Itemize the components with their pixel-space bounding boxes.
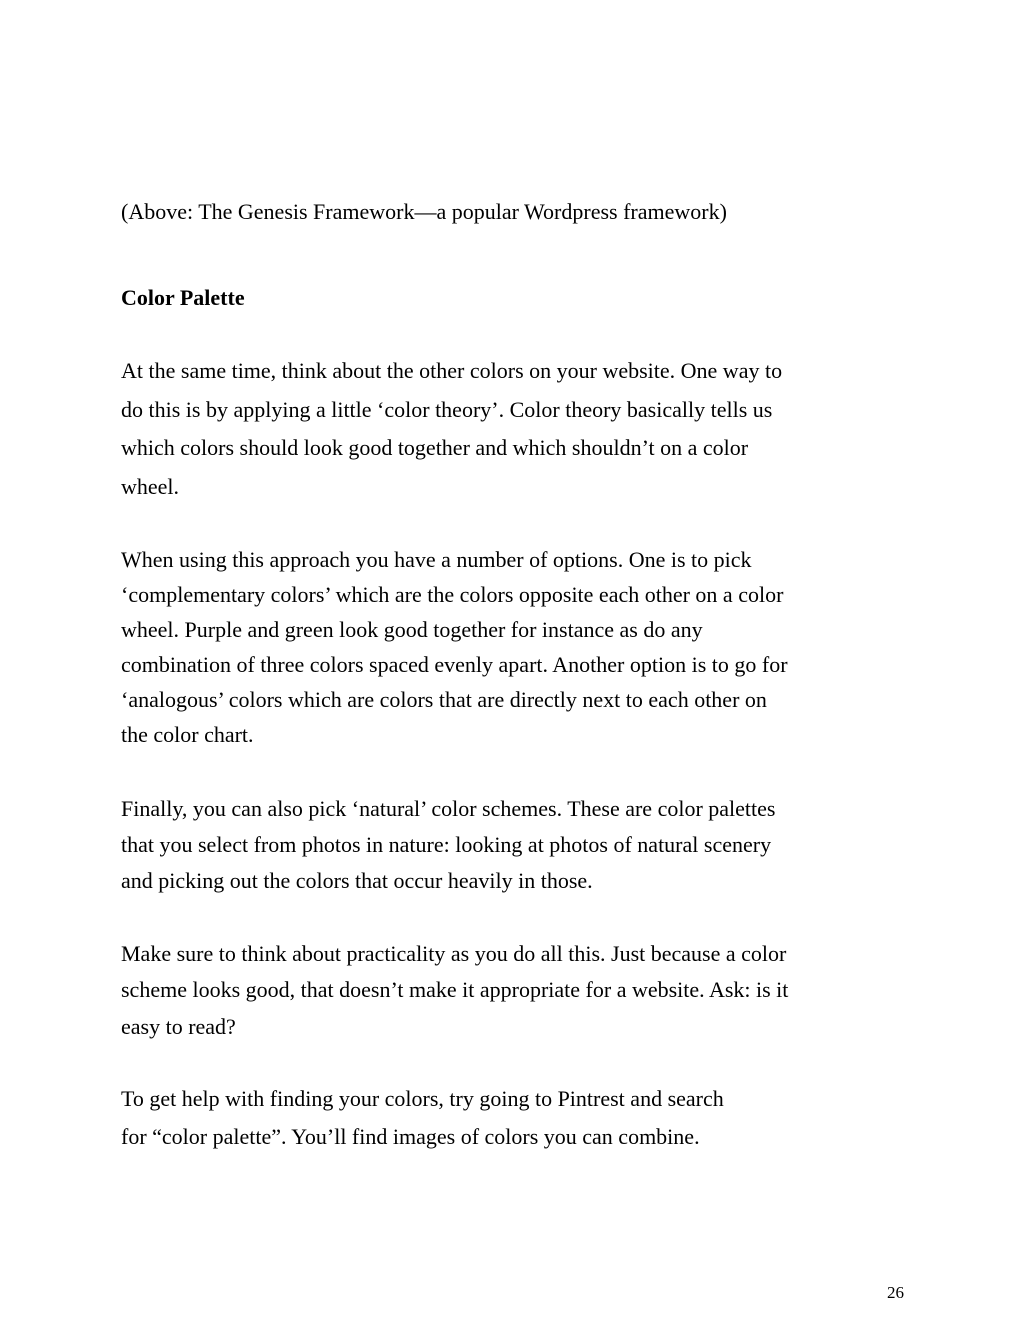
paragraph-line: Make sure to think about practicality as you do all this. Just because a color bbox=[121, 941, 787, 966]
paragraph-line: scheme looks good, that doesn’t make it appropriate for a website. Ask: is it bbox=[121, 977, 789, 1002]
paragraph-line: When using this approach you have a number of options. One is to pick bbox=[121, 547, 752, 572]
section-heading: Color Palette bbox=[121, 285, 245, 310]
paragraph-line: Finally, you can also pick ‘natural’ color schemes. These are color palettes bbox=[121, 796, 776, 821]
paragraph-line: which colors should look good together and which shouldn’t on a color bbox=[121, 435, 749, 460]
paragraph-line: easy to read? bbox=[121, 1014, 236, 1039]
paragraph-line: wheel. Purple and green look good together for instance as do any bbox=[121, 617, 703, 642]
paragraph-line: for “color palette”. You’ll find images of colors you can combine. bbox=[121, 1124, 700, 1149]
paragraph-line: ‘complementary colors’ which are the colors opposite each other on a color bbox=[121, 582, 784, 607]
paragraph-line: ‘analogous’ colors which are colors that are directly next to each other on bbox=[121, 687, 767, 712]
paragraph-line: that you select from photos in nature: looking at photos of natural scenery bbox=[121, 832, 772, 857]
image-caption: (Above: The Genesis Framework—a popular Wordpress framework) bbox=[121, 199, 727, 224]
page-number: 26 bbox=[887, 1283, 904, 1302]
paragraph-line: At the same time, think about the other colors on your website. One way to bbox=[121, 358, 783, 383]
paragraph-line: the color chart. bbox=[121, 722, 254, 747]
paragraph-line: To get help with finding your colors, try going to Pintrest and search bbox=[121, 1086, 724, 1111]
paragraph-line: wheel. bbox=[121, 474, 180, 499]
paragraph-line: do this is by applying a little ‘color theory’. Color theory basically tells us bbox=[121, 397, 773, 422]
paragraph-line: and picking out the colors that occur heavily in those. bbox=[121, 868, 593, 893]
paragraph-line: combination of three colors spaced evenly apart. Another option is to go for bbox=[121, 652, 788, 677]
